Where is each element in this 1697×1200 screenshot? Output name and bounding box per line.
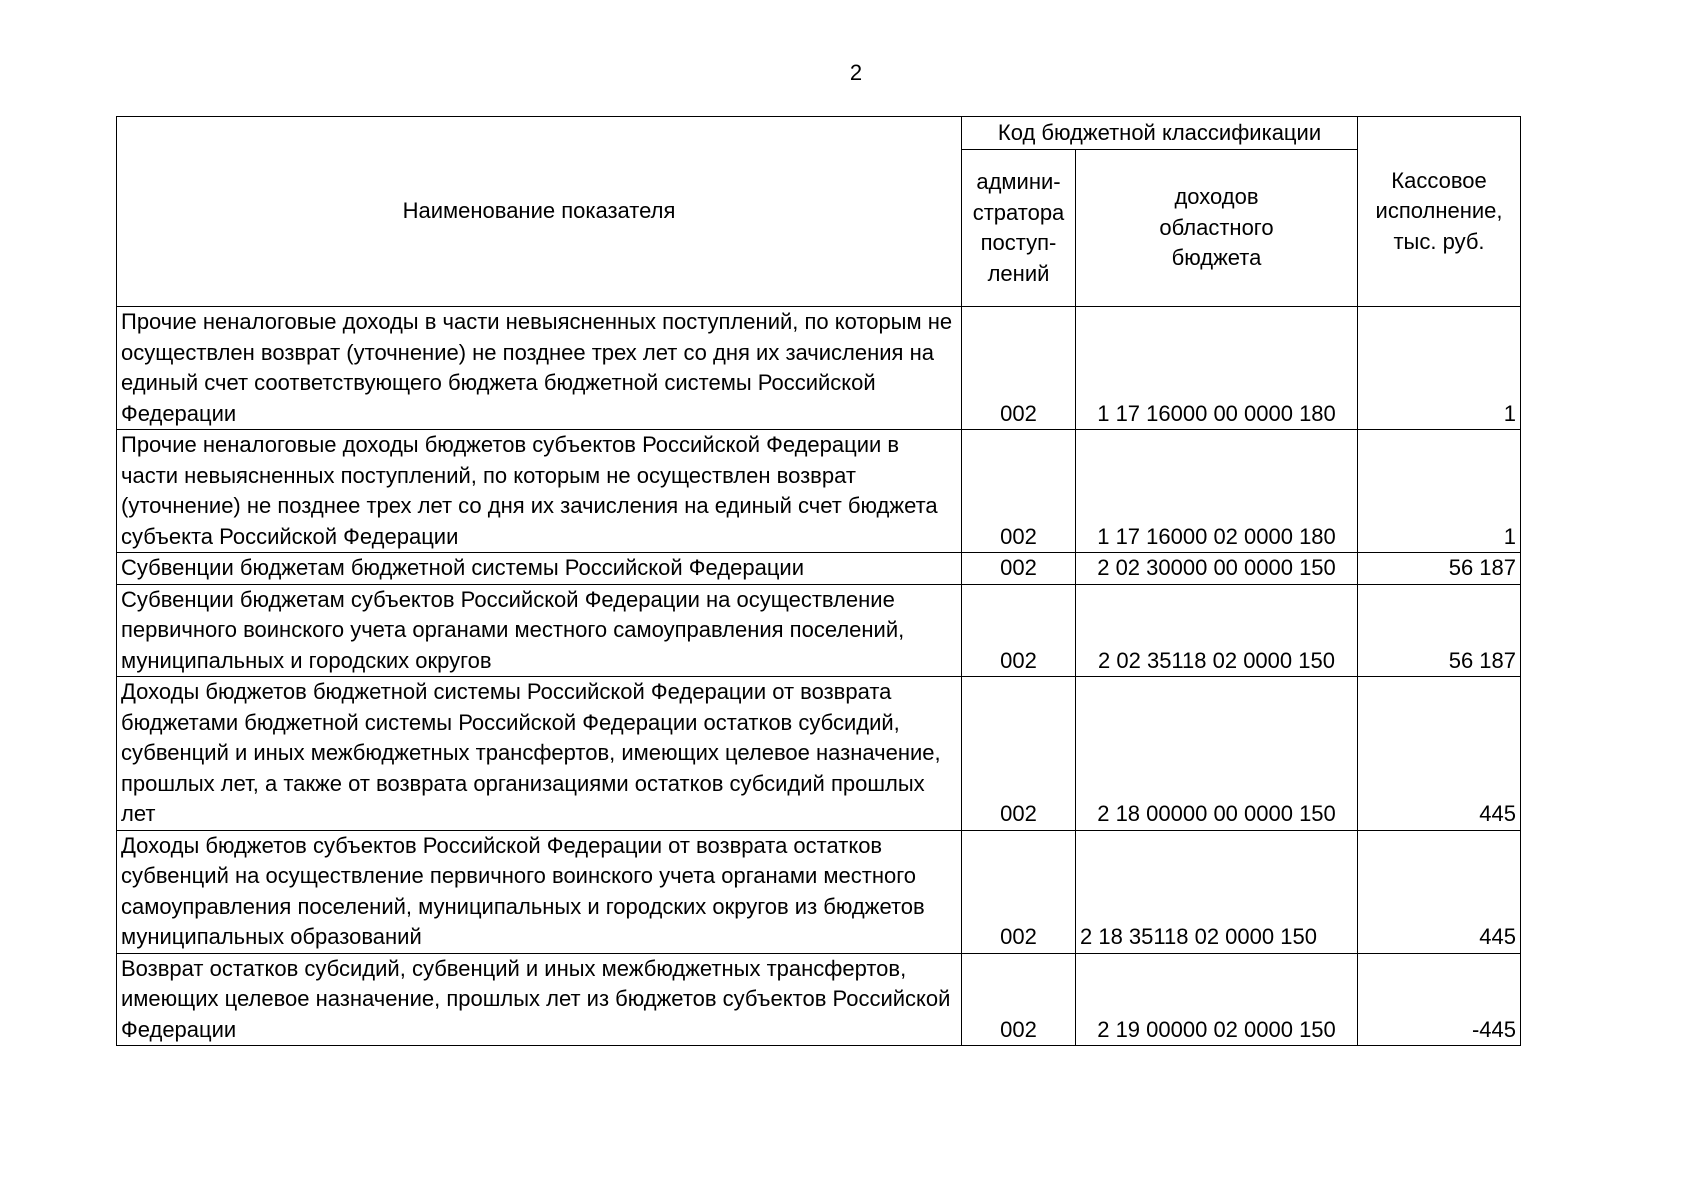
table-row	[117, 430, 1521, 553]
header-amount-column	[1358, 117, 1521, 307]
row-name: Субвенции бюджетам бюджетной системы Российской Федерации	[117, 553, 962, 585]
row-name: Прочие неналоговые доходы бюджетов субъектов Российской Федерации в части невыясненных поступлений, по которым не осуществлен возврат (уточнение) не позднее трех лет со дня их зачисления на единый счет бюджета субъекта Российской Федерации	[117, 430, 962, 553]
budget-table	[116, 116, 1521, 1046]
table-row	[117, 584, 1521, 677]
row-amount: 56 187	[1358, 584, 1521, 677]
row-amount: 445	[1358, 677, 1521, 831]
row-amount: 1	[1358, 430, 1521, 553]
header-income-column	[1076, 150, 1358, 307]
row-name: Возврат остатков субсидий, субвенций и иных межбюджетных трансфертов, имеющих целевое назначение, прошлых лет из бюджетов субъектов Российской Федерации	[117, 953, 962, 1046]
row-name: Доходы бюджетов субъектов Российской Федерации от возврата остатков субвенций на осуществление первичного воинского учета органами местного самоуправления поселений, муниципальных и городских округов из бюджетов муниципальных образований	[117, 830, 962, 953]
row-amount: 56 187	[1358, 553, 1521, 585]
header-admin-column	[962, 150, 1076, 307]
row-income-code: 1 17 16000 02 0000 180	[1076, 430, 1358, 553]
row-admin-code: 002	[962, 830, 1076, 953]
table-row	[117, 953, 1521, 1046]
table-row	[117, 553, 1521, 585]
row-name: Прочие неналоговые доходы в части невыясненных поступлений, по которым не осуществлен возврат (уточнение) не позднее трех лет со дня их зачисления на единый счет соответствующего бюджета бюджетной системы Российской Федерации	[117, 307, 962, 430]
row-admin-code: 002	[962, 953, 1076, 1046]
table-row	[117, 677, 1521, 831]
row-name: Субвенции бюджетам субъектов Российской Федерации на осуществление первичного воинского учета органами местного самоуправления поселений, муниципальных и городских округов	[117, 584, 962, 677]
row-income-code: 2 19 00000 02 0000 150	[1076, 953, 1358, 1046]
header-admin-text: админи- стратора поступ- лений	[972, 169, 1065, 286]
header-name-column: Наименование показателя	[117, 117, 962, 307]
row-income-code: 2 02 30000 00 0000 150	[1076, 553, 1358, 585]
row-amount: 1	[1358, 307, 1521, 430]
header-classification-group: Код бюджетной классификации	[962, 117, 1358, 150]
row-income-code: 2 02 35118 02 0000 150	[1076, 584, 1358, 677]
table-body	[117, 307, 1521, 1046]
table-row	[117, 307, 1521, 430]
row-admin-code: 002	[962, 307, 1076, 430]
row-income-code: 2 18 35118 02 0000 150	[1076, 830, 1358, 953]
row-admin-code: 002	[962, 430, 1076, 553]
table-header	[117, 117, 1521, 307]
row-admin-code: 002	[962, 677, 1076, 831]
row-income-code: 1 17 16000 00 0000 180	[1076, 307, 1358, 430]
row-name: Доходы бюджетов бюджетной системы Российской Федерации от возврата бюджетами бюджетной системы Российской Федерации остатков субсидий, субвенций и иных межбюджетных трансфертов, имеющих целевое назначение, прошлых лет, а также от возврата организациями остатков субсидий прошлых лет	[117, 677, 962, 831]
header-income-text: доходов областного бюджета	[1159, 184, 1274, 271]
row-admin-code: 002	[962, 584, 1076, 677]
row-amount: -445	[1358, 953, 1521, 1046]
header-amount-text: Кассовое исполнение, тыс. руб.	[1375, 167, 1503, 254]
table-row	[117, 830, 1521, 953]
page-number: 2	[849, 60, 863, 85]
row-amount: 445	[1358, 830, 1521, 953]
row-income-code: 2 18 00000 00 0000 150	[1076, 677, 1358, 831]
row-admin-code: 002	[962, 553, 1076, 585]
